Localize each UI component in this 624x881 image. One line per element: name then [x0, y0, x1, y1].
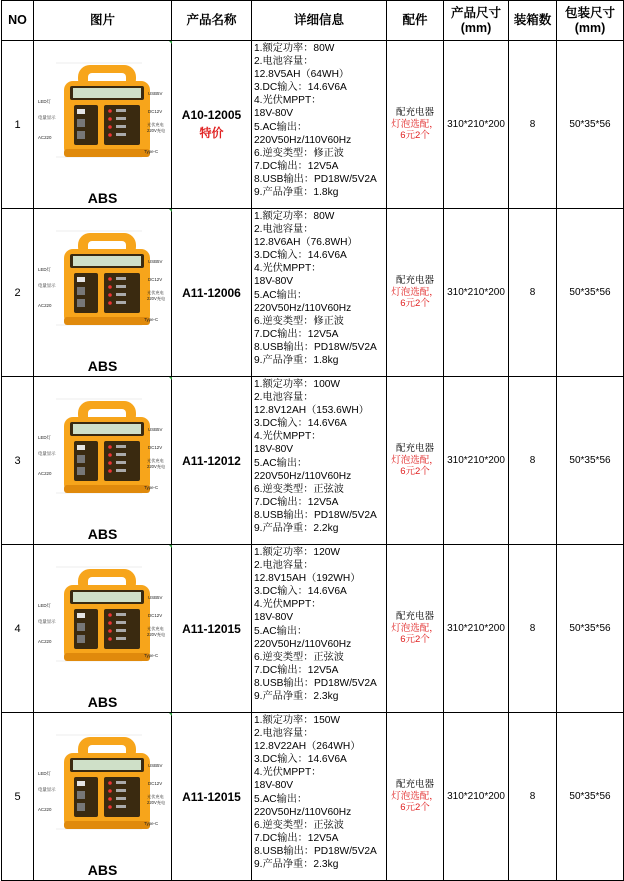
material-label: ABS	[87, 358, 118, 374]
detail-line: 6.逆变类型：修正波	[254, 147, 344, 159]
svg-text:220V充电: 220V充电	[147, 632, 166, 637]
detail-line: 8.USB输出：PD18W/5V2A	[254, 677, 377, 689]
detail-line: 1.额定功率：80W	[254, 43, 335, 54]
detail-line: 6.逆变类型：正弦波	[254, 651, 344, 663]
row-number: 4	[2, 545, 34, 713]
detail-line: 7.DC输出：12V5A	[254, 160, 339, 172]
header-no: NO	[2, 1, 34, 41]
product-name: A11-12015	[182, 789, 241, 804]
detail-line: 12.8V15AH（192WH）	[254, 573, 361, 585]
detail-line: 1.额定功率：100W	[254, 379, 341, 390]
detail-line: 2.电池容量：	[254, 560, 314, 572]
svg-text:USB5V: USB5V	[148, 427, 163, 432]
header-image: 图片	[34, 1, 172, 41]
detail-line: 3.DC输入：14.6V6A	[254, 754, 347, 766]
header-size: 产品尺寸 (mm)	[444, 1, 509, 41]
detail-line: 4.光伏MPPT：	[254, 95, 322, 107]
power-station-image	[34, 377, 172, 517]
detail-line: 7.DC输出：12V5A	[254, 496, 339, 508]
detail-info	[252, 209, 387, 377]
detail-line: 1.额定功率：150W	[254, 715, 341, 726]
svg-text:USB5V: USB5V	[148, 763, 163, 768]
accessory-charger: 配充电器	[395, 611, 434, 623]
svg-text:Type-C: Type-C	[144, 149, 159, 154]
special-price-tag: 特价	[199, 126, 224, 140]
material-label: ABS	[87, 190, 118, 206]
detail-line: 18V-80V	[254, 108, 294, 120]
svg-text:Type-C: Type-C	[144, 821, 159, 826]
product-table	[1, 0, 624, 881]
detail-line: 8.USB输出：PD18W/5V2A	[254, 341, 377, 353]
svg-text:LED灯: LED灯	[38, 603, 51, 608]
detail-line: 3.DC输入：14.6V6A	[254, 82, 347, 94]
product-name-cell	[172, 713, 252, 881]
power-station-image	[34, 209, 172, 349]
product-image-cell	[34, 545, 172, 713]
package-size: 50*35*56	[557, 545, 624, 713]
svg-text:光伏充电: 光伏充电	[147, 458, 164, 463]
box-quantity: 8	[509, 545, 557, 713]
accessory-info	[387, 41, 444, 209]
box-quantity: 8	[509, 41, 557, 209]
svg-text:220V充电: 220V充电	[147, 128, 166, 133]
svg-text:Type-C: Type-C	[144, 653, 159, 658]
detail-line: 9.产品净重：1.8kg	[254, 355, 339, 367]
accessory-bulb-option: 6元2个	[400, 802, 430, 814]
header-qty: 装箱数	[509, 1, 557, 41]
box-quantity: 8	[509, 713, 557, 881]
svg-text:220V充电: 220V充电	[147, 800, 166, 805]
svg-text:电量显示: 电量显示	[38, 451, 56, 456]
svg-text:光伏充电: 光伏充电	[147, 122, 164, 127]
svg-text:Type-C: Type-C	[144, 485, 159, 490]
svg-text:USB5V: USB5V	[148, 595, 163, 600]
accessory-bulb-option: 6元2个	[400, 298, 430, 310]
detail-line: 6.逆变类型：正弦波	[254, 483, 344, 495]
svg-text:220V充电: 220V充电	[147, 296, 166, 301]
header-row	[2, 1, 624, 41]
power-station-image	[34, 41, 172, 181]
material-label: ABS	[87, 862, 118, 878]
detail-line: 2.电池容量：	[254, 392, 314, 404]
detail-line: 3.DC输入：14.6V6A	[254, 250, 347, 262]
product-image-cell	[34, 377, 172, 545]
detail-line: 1.额定功率：120W	[254, 547, 341, 558]
detail-line: 8.USB输出：PD18W/5V2A	[254, 845, 377, 857]
product-image-cell	[34, 41, 172, 209]
svg-text:电量显示: 电量显示	[38, 115, 56, 120]
product-size: 310*210*200	[444, 377, 509, 545]
detail-line: 4.光伏MPPT：	[254, 263, 322, 275]
detail-info	[252, 545, 387, 713]
detail-line: 7.DC输出：12V5A	[254, 328, 339, 340]
header-detail: 详细信息	[252, 1, 387, 41]
svg-text:USB5V: USB5V	[148, 259, 163, 264]
detail-line: 7.DC输出：12V5A	[254, 832, 339, 844]
detail-info	[252, 41, 387, 209]
svg-text:AC220: AC220	[38, 639, 52, 644]
accessory-bulb-option: 6元2个	[400, 130, 430, 142]
detail-line: 6.逆变类型：正弦波	[254, 819, 344, 831]
accessory-info	[387, 545, 444, 713]
accessory-info	[387, 209, 444, 377]
product-name-cell	[172, 377, 252, 545]
detail-line: 5.AC输出：	[254, 793, 308, 805]
product-image-cell	[34, 713, 172, 881]
svg-text:电量显示: 电量显示	[38, 787, 56, 792]
power-station-image	[34, 713, 172, 853]
detail-line: 2.电池容量：	[254, 56, 314, 68]
svg-text:LED灯: LED灯	[38, 267, 51, 272]
row-number: 1	[2, 41, 34, 209]
detail-line: 220V50Hz/110V60Hz	[254, 806, 352, 818]
row-number: 2	[2, 209, 34, 377]
svg-text:光伏充电: 光伏充电	[147, 290, 164, 295]
header-accessory: 配件	[387, 1, 444, 41]
detail-line: 5.AC输出：	[254, 625, 308, 637]
header-name: 产品名称	[172, 1, 252, 41]
detail-line: 18V-80V	[254, 444, 294, 456]
detail-line: 5.AC输出：	[254, 121, 308, 133]
svg-text:DC12V: DC12V	[148, 277, 163, 282]
product-size: 310*210*200	[444, 209, 509, 377]
detail-line: 1.额定功率：80W	[254, 211, 335, 222]
detail-line: 12.8V22AH（264WH）	[254, 741, 361, 753]
detail-line: 220V50Hz/110V60Hz	[254, 302, 352, 314]
svg-text:USB5V: USB5V	[148, 91, 163, 96]
svg-text:DC12V: DC12V	[148, 109, 163, 114]
detail-line: 4.光伏MPPT：	[254, 767, 322, 779]
accessory-charger: 配充电器	[395, 779, 434, 791]
table-row	[2, 209, 624, 377]
detail-info	[252, 713, 387, 881]
accessory-bulb-option: 灯泡选配，	[391, 286, 439, 298]
box-quantity: 8	[509, 209, 557, 377]
svg-text:AC220: AC220	[38, 135, 52, 140]
accessory-info	[387, 377, 444, 545]
svg-text:AC220: AC220	[38, 807, 52, 812]
detail-line: 18V-80V	[254, 612, 294, 624]
detail-line: 5.AC输出：	[254, 289, 308, 301]
accessory-bulb-option: 灯泡选配，	[391, 790, 439, 802]
product-name: A10-12005	[181, 108, 242, 122]
svg-text:DC12V: DC12V	[148, 613, 163, 618]
product-size: 310*210*200	[444, 41, 509, 209]
accessory-charger: 配充电器	[395, 275, 434, 287]
svg-text:Type-C: Type-C	[144, 317, 159, 322]
accessory-bulb-option: 灯泡选配，	[391, 454, 439, 466]
accessory-bulb-option: 6元2个	[400, 634, 430, 646]
material-label: ABS	[87, 694, 118, 710]
box-quantity: 8	[509, 377, 557, 545]
svg-text:LED灯: LED灯	[38, 771, 51, 776]
product-size: 310*210*200	[444, 713, 509, 881]
material-label: ABS	[87, 526, 118, 542]
product-name-cell	[172, 41, 252, 209]
detail-line: 7.DC输出：12V5A	[254, 664, 339, 676]
detail-line: 4.光伏MPPT：	[254, 599, 322, 611]
accessory-info	[387, 713, 444, 881]
svg-text:LED灯: LED灯	[38, 435, 51, 440]
package-size: 50*35*56	[557, 377, 624, 545]
accessory-bulb-option: 灯泡选配，	[391, 118, 439, 130]
product-name-cell	[172, 209, 252, 377]
detail-line: 220V50Hz/110V60Hz	[254, 470, 352, 482]
detail-line: 18V-80V	[254, 780, 294, 792]
detail-line: 220V50Hz/110V60Hz	[254, 134, 352, 146]
detail-line: 12.8V12AH（153.6WH）	[254, 405, 369, 417]
detail-line: 220V50Hz/110V60Hz	[254, 638, 352, 650]
accessory-charger: 配充电器	[395, 107, 434, 119]
svg-text:光伏充电: 光伏充电	[147, 794, 164, 799]
package-size: 50*35*56	[557, 713, 624, 881]
detail-line: 8.USB输出：PD18W/5V2A	[254, 173, 377, 185]
header-pack: 包装尺寸 (mm)	[557, 1, 624, 41]
package-size: 50*35*56	[557, 41, 624, 209]
detail-info	[252, 377, 387, 545]
detail-line: 12.8V5AH（64WH）	[254, 69, 350, 81]
detail-line: 4.光伏MPPT：	[254, 431, 322, 443]
table-row	[2, 41, 624, 209]
table-row	[2, 545, 624, 713]
accessory-bulb-option: 灯泡选配，	[391, 622, 439, 634]
detail-line: 12.8V6AH（76.8WH）	[254, 237, 358, 249]
detail-line: 2.电池容量：	[254, 728, 314, 740]
package-size: 50*35*56	[557, 209, 624, 377]
detail-line: 9.产品净重：1.8kg	[254, 187, 339, 199]
product-image-cell	[34, 209, 172, 377]
svg-text:AC220: AC220	[38, 303, 52, 308]
svg-text:光伏充电: 光伏充电	[147, 626, 164, 631]
detail-line: 3.DC输入：14.6V6A	[254, 418, 347, 430]
svg-text:LED灯: LED灯	[38, 99, 51, 104]
row-number: 5	[2, 713, 34, 881]
accessory-bulb-option: 6元2个	[400, 466, 430, 478]
table-row	[2, 713, 624, 881]
svg-text:电量显示: 电量显示	[38, 283, 56, 288]
detail-line: 9.产品净重：2.3kg	[254, 691, 339, 703]
product-size: 310*210*200	[444, 545, 509, 713]
detail-line: 3.DC输入：14.6V6A	[254, 586, 347, 598]
detail-line: 6.逆变类型：修正波	[254, 315, 344, 327]
detail-line: 18V-80V	[254, 276, 294, 288]
accessory-charger: 配充电器	[395, 443, 434, 455]
detail-line: 8.USB输出：PD18W/5V2A	[254, 509, 377, 521]
svg-text:DC12V: DC12V	[148, 781, 163, 786]
svg-text:DC12V: DC12V	[148, 445, 163, 450]
product-name: A11-12015	[182, 621, 241, 636]
row-number: 3	[2, 377, 34, 545]
detail-line: 9.产品净重：2.3kg	[254, 859, 339, 871]
detail-line: 5.AC输出：	[254, 457, 308, 469]
product-name: A11-12006	[182, 285, 241, 300]
svg-text:AC220: AC220	[38, 471, 52, 476]
power-station-image	[34, 545, 172, 685]
table-row	[2, 377, 624, 545]
detail-line: 2.电池容量：	[254, 224, 314, 236]
detail-line: 9.产品净重：2.2kg	[254, 523, 339, 535]
product-name-cell	[172, 545, 252, 713]
product-name: A11-12012	[182, 453, 241, 468]
svg-text:电量显示: 电量显示	[38, 619, 56, 624]
svg-text:220V充电: 220V充电	[147, 464, 166, 469]
